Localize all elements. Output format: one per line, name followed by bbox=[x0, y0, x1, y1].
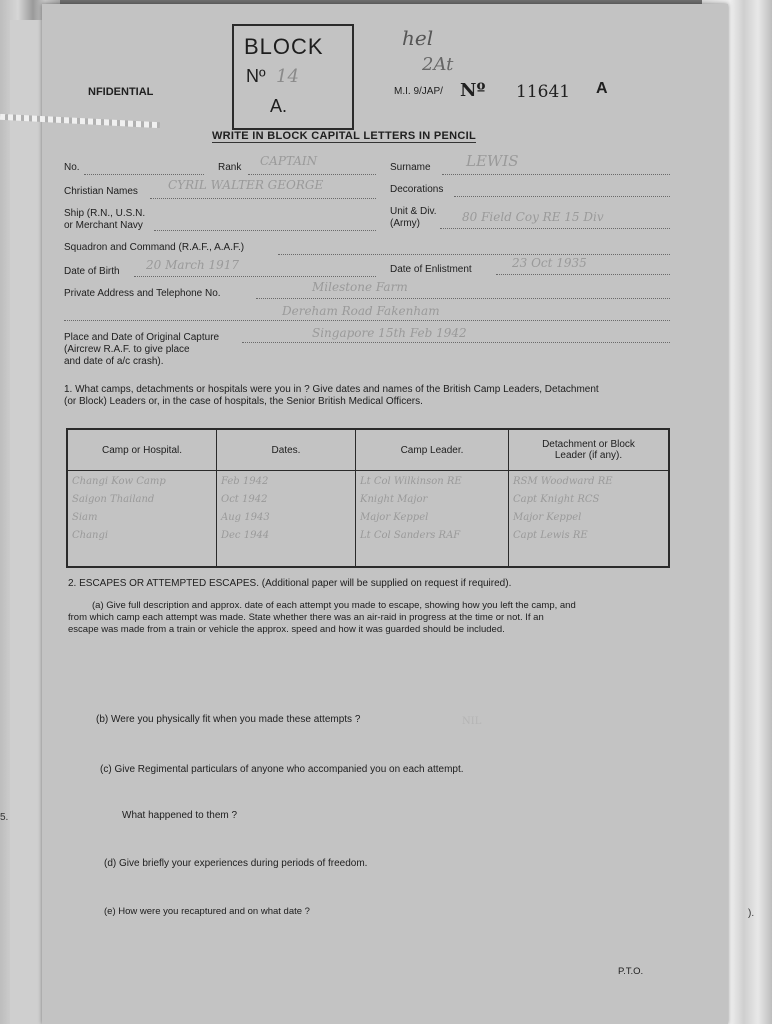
christian-names-value: CYRIL WALTER GEORGE bbox=[168, 178, 324, 192]
col-detachment-leader: Detachment or Block Leader (if any). bbox=[509, 429, 670, 471]
unit-label: Unit & Div. bbox=[390, 206, 437, 217]
rank-label: Rank bbox=[218, 162, 242, 173]
left-margin-mark: 5. bbox=[0, 812, 9, 823]
handwritten-note: hel bbox=[402, 26, 434, 50]
table-row: Changi Kow Camp Saigon Thailand Siam Changi Feb 1942 Oct 1942 Aug 1943 Dec 1944 Lt Col Wilkinson RE Knight Major Major Keppel Lt Col Sanders RAF RSM Woodward RE Capt Knight RCS Major Keppel Capt Lewis RE bbox=[67, 471, 669, 568]
dob-label: Date of Birth bbox=[64, 266, 120, 277]
section2-heading: 2. ESCAPES OR ATTEMPTED ESCAPES. (Additional paper will be supplied on request if required). bbox=[68, 578, 512, 589]
pto-label: P.T.O. bbox=[618, 966, 644, 977]
dob-value: 20 March 1917 bbox=[146, 258, 240, 272]
unit-label-2: (Army) bbox=[390, 218, 420, 229]
address-label: Private Address and Telephone No. bbox=[64, 288, 221, 299]
serial-no-label: Nº bbox=[460, 80, 486, 101]
ship-label: Ship (R.N., U.S.N. bbox=[64, 208, 146, 219]
handwritten-note-2: 2At bbox=[422, 54, 454, 75]
mi-reference: M.I. 9/JAP/ bbox=[394, 86, 443, 97]
q1-text: 1. What camps, detachments or hospitals were you in ? Give dates and names of the British Camp Leaders, Detachment bbox=[64, 384, 599, 395]
q2a-line3: escape was made from a train or vehicle the approx. speed and how it was guarded should be included. bbox=[68, 624, 505, 635]
capture-label-3: and date of a/c crash). bbox=[64, 356, 164, 367]
camps-table bbox=[66, 428, 670, 568]
christian-names-label: Christian Names bbox=[64, 186, 138, 197]
enlistment-label: Date of Enlistment bbox=[390, 264, 472, 275]
ship-label-2: or Merchant Navy bbox=[64, 220, 143, 231]
q2a-line1: (a) Give full description and approx. date of each attempt you made to escape, showing how you left the camp, and bbox=[92, 600, 576, 611]
q2d: (d) Give briefly your experiences during periods of freedom. bbox=[104, 858, 368, 869]
capture-label: Place and Date of Original Capture bbox=[64, 332, 220, 343]
q2c: (c) Give Regimental particulars of anyone who accompanied you on each attempt. bbox=[100, 764, 464, 775]
surname-label: Surname bbox=[390, 162, 431, 173]
q2e: (e) How were you recaptured and on what date ? bbox=[104, 906, 310, 917]
serial-number: 11641 bbox=[516, 82, 571, 102]
decorations-label: Decorations bbox=[390, 184, 444, 195]
address-value-2: Dereham Road Fakenham bbox=[282, 304, 440, 318]
rank-value: CAPTAIN bbox=[260, 154, 318, 168]
right-margin-mark: ). bbox=[748, 908, 755, 919]
q2a-answer: NIL bbox=[462, 716, 482, 727]
stamp-no: Nº bbox=[246, 66, 266, 86]
stamp-block: BLOCK bbox=[244, 34, 324, 59]
capture-label-2: (Aircrew R.A.F. to give place bbox=[64, 344, 190, 355]
instruction: WRITE IN BLOCK CAPITAL LETTERS IN PENCIL bbox=[212, 130, 476, 142]
surname-value: LEWIS bbox=[466, 152, 519, 170]
squadron-label: Squadron and Command (R.A.F., A.A.F.) bbox=[64, 242, 245, 253]
enlistment-value: 23 Oct 1935 bbox=[512, 256, 587, 270]
stamp-number: 14 bbox=[276, 66, 299, 87]
no-label: No. bbox=[64, 162, 80, 173]
q2c-followup: What happened to them ? bbox=[122, 810, 238, 821]
address-value: Milestone Farm bbox=[312, 280, 408, 294]
col-camp: Camp or Hospital. bbox=[67, 429, 217, 471]
unit-value: 80 Field Coy RE 15 Div bbox=[462, 210, 604, 224]
capture-value: Singapore 15th Feb 1942 bbox=[312, 326, 467, 340]
q2b: (b) Were you physically fit when you made these attempts ? bbox=[96, 714, 361, 725]
block-stamp bbox=[232, 24, 354, 130]
stamp-a: A. bbox=[270, 96, 288, 116]
col-camp-leader: Camp Leader. bbox=[356, 429, 509, 471]
serial-suffix: A bbox=[596, 80, 608, 97]
document-sheet bbox=[42, 4, 728, 1024]
q1-text-2: (or Block) Leaders or, in the case of hospitals, the Senior British Medical Officers. bbox=[64, 396, 423, 407]
confidential-label: NFIDENTIAL bbox=[88, 86, 154, 98]
col-dates: Dates. bbox=[217, 429, 356, 471]
q2a-line2: from which camp each attempt was made. State whether there was an air-raid in progress at the time or not. If an bbox=[68, 612, 544, 623]
